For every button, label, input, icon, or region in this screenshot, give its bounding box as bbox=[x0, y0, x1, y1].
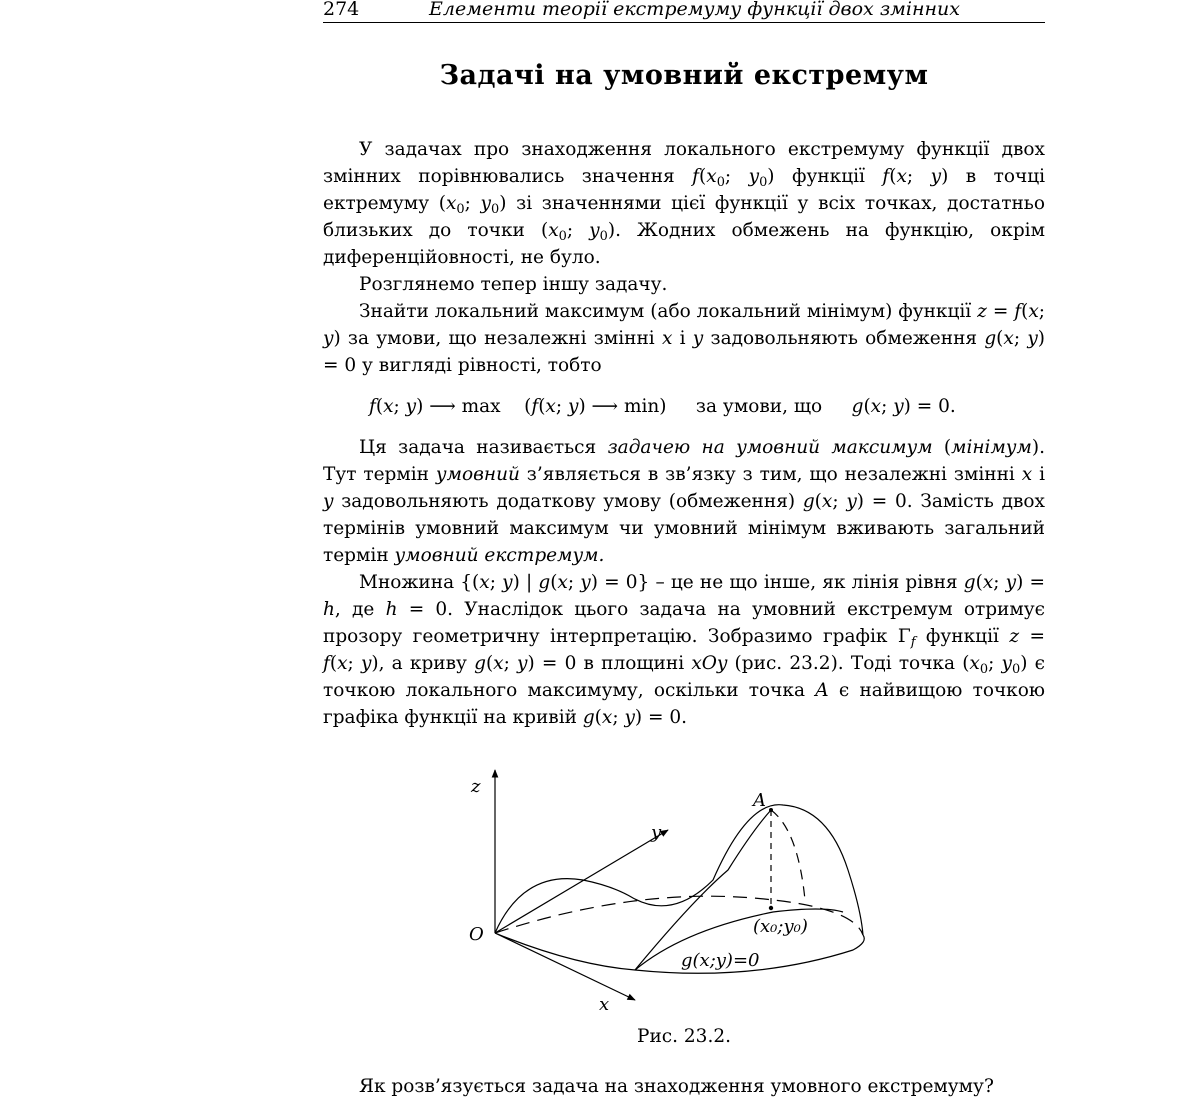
x-axis bbox=[495, 933, 635, 1000]
display-formula: f(x; y) ⟶ max (f(x; y) ⟶ min) за умови, що g(x; y) = 0. bbox=[369, 396, 956, 417]
label-A: A bbox=[753, 790, 766, 811]
paragraph-3: Знайти локальний максимум (або локальний мінімум) функції z = f(x; y) за умови, що незалежні змінні x і y задовольняють обмеження g(x; y) = 0 у вигляді рівності, тобто bbox=[323, 301, 1046, 376]
paragraph-2: Розглянемо тепер іншу задачу. bbox=[359, 274, 668, 295]
label-z: z bbox=[471, 776, 481, 797]
figure-caption: Рис. 23.2. bbox=[637, 1026, 731, 1047]
figure-23-2 bbox=[453, 760, 913, 1020]
point-A bbox=[769, 808, 773, 812]
paragraph-1: У задачах про знаходження локального екстремуму функції двох змінних порівнювались значення $f(x_0$; $y_0$) функції f(x; y) в точці ектремуму ($x_0$; $y_0$) зі значеннями цієї функції у всіх точках, достатньо близьких до точки ($x_0$; $y_0$). Жодних обмежень на функцію, окрім диференційовності, не було. bbox=[323, 139, 1046, 268]
paragraph-4: Ця задача називається задачею на умовний максимум (мінімум). Тут термін умовний з’являється в зв’язку з тим, що незалежні змінні x і y задовольняють додаткову умову (обмеження) g(x; y) = 0. Замість двох термінів умовний максимум чи умовний мінімум вживають загальний термін умовний екстремум. bbox=[323, 437, 1045, 566]
y-axis bbox=[495, 830, 668, 933]
point-x0y0 bbox=[769, 906, 773, 910]
surface-diagram bbox=[453, 760, 913, 1020]
section-title: Задачі на умовний екстремум bbox=[439, 60, 929, 91]
label-curve: g(x;y)=0 bbox=[681, 950, 760, 971]
running-head bbox=[323, 0, 1045, 23]
question-line: Як розв’язується задача на знаходження умовного екстремуму? bbox=[359, 1076, 994, 1097]
label-point: (x₀;y₀) bbox=[753, 916, 808, 937]
label-x: x bbox=[599, 994, 610, 1015]
body-text bbox=[323, 136, 1045, 731]
paragraph-5: Множина {(x; y) | g(x; y) = 0} – це не що інше, як лінія рівня g(x; y) = h, де h = 0. Унаслідок цього задача на умовний екстремум отримує прозору геометричну інтерпретацію. Зобразимо графік $\Gamma_f$ функції z = f(x; y), а криву g(x; y) = 0 в площині xOy (рис. 23.2). Тоді точка ($x_0$; $y_0$) є точкою локального максимуму, оскільки точка A є найвищою точкою графіка функції на кривій g(x; y) = 0. bbox=[323, 572, 1045, 728]
label-y: y bbox=[651, 822, 662, 843]
base-region-front bbox=[495, 933, 864, 973]
label-O: O bbox=[469, 924, 484, 945]
surface-section-hidden bbox=[771, 810, 805, 900]
page-number: 274 bbox=[323, 0, 360, 20]
running-title: Елементи теорії екстремуму функції двох змінних bbox=[429, 0, 960, 20]
